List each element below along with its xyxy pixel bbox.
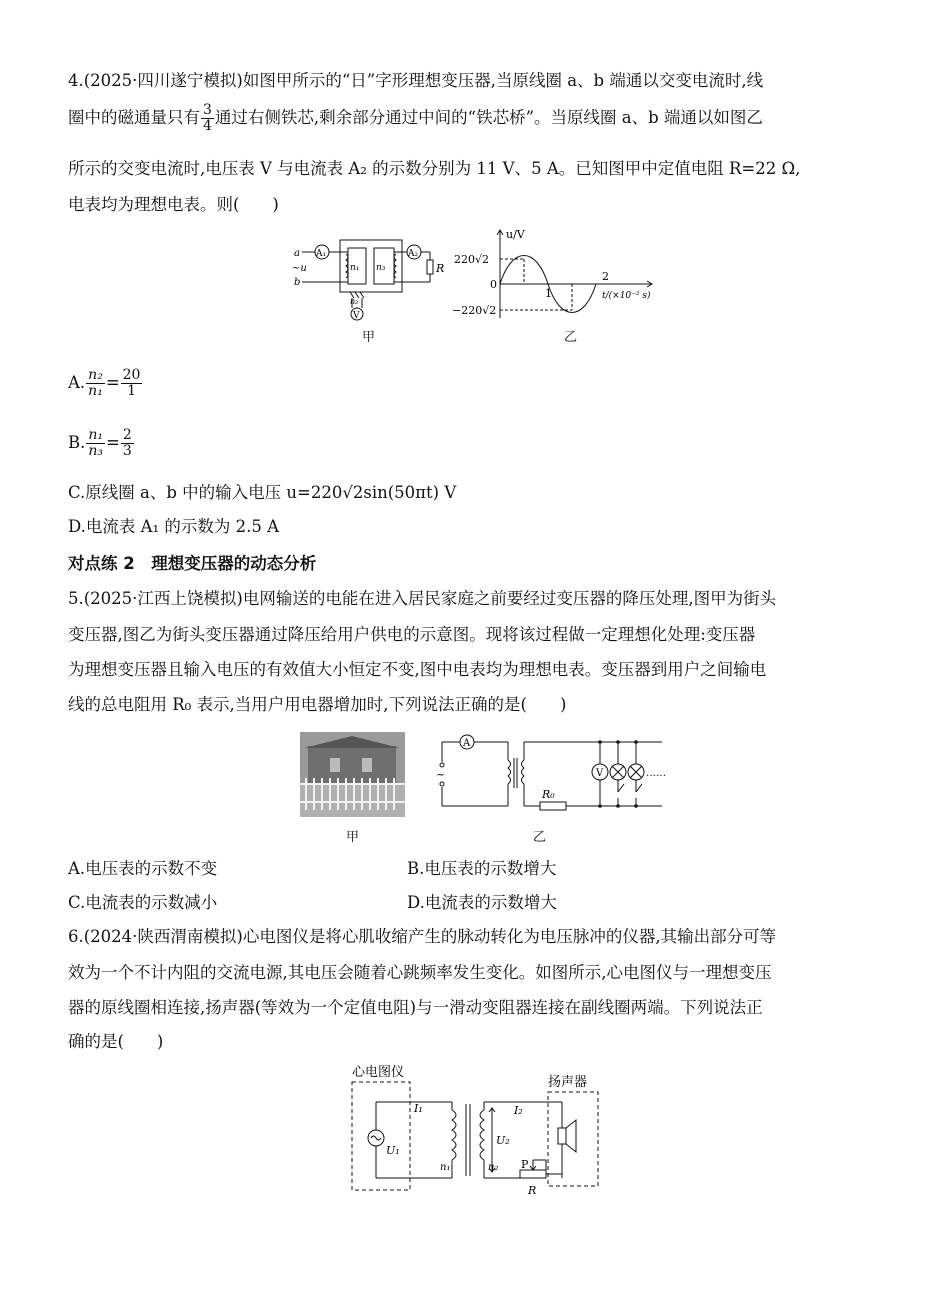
label-n2: n₂ [350,297,359,306]
q4-option-c: C.原线圈 a、b 中的输入电压 u=220√2sin(50πt) V [68,483,457,502]
n1-label: n₁ [440,1162,451,1173]
q4-line1: 4.(2025·四川遂宁模拟)如图甲所示的“日”字形理想变压器,当原线圈 a、b 端通以交变电流时,线 [68,71,764,90]
q4-option-d: D.电流表 A₁ 的示数为 2.5 A [68,517,280,536]
label-u: ~u [292,263,307,274]
n2-label: n₂ [488,1162,499,1173]
label-V: V [353,311,360,321]
q4-fraction: $\frac{3}{4}$ [203,102,212,134]
label-a: a [294,248,300,259]
q5-line4: 线的总电阻用 R₀ 表示,当用户用电器增加时,下列说法正确的是( ) [68,695,567,714]
label-b: b [294,277,301,288]
q6-line4: 确的是( ) [68,1032,164,1051]
label-n1: n₁ [350,263,360,273]
q5-caption-yi: 乙 [533,830,547,845]
q5-line3: 为理想变压器且输入电压的有效值大小恒定不变,图中电表均为理想电表。变压器到用户之间输电 [68,660,767,679]
q6-figure-circuit [340,1060,605,1200]
q5-line2: 变压器,图乙为街头变压器通过降压给用户供电的示意图。现将该过程做一定理想化处理:变压器 [68,625,756,644]
i2-label: I₂ [514,1104,523,1117]
tick-2: 2 [602,270,609,283]
u-axis-label: u/V [506,228,525,241]
q5-option-d: D.电流表的示数增大 [407,893,557,912]
u1-label: U₁ [386,1144,400,1157]
t-axis-label: t/(×10⁻² s) [602,291,651,301]
q4-caption-jia: 甲 [362,330,376,345]
voltmeter-label: V [596,768,604,779]
speaker-label: 扬声器 [548,1075,588,1090]
r-label: R [528,1184,537,1197]
section-heading: 对点练 2 理想变压器的动态分析 [68,554,317,573]
q4-line2-post: 通过右侧铁芯,剩余部分通过中间的“铁芯桥”。当原线圈 a、b 端通以如图乙 [214,108,763,127]
ac-source-label: ~ [436,768,446,781]
q4-line2 [68,103,763,134]
q5-caption-jia: 甲 [346,830,360,845]
label-R: R [436,262,445,275]
q4-line2-pre: 圈中的磁通量只有 [68,108,200,127]
tick-1: 1 [545,287,552,300]
label-A2: A₂ [408,249,419,259]
i1-label: I₁ [414,1102,423,1115]
ammeter-label: A [463,738,471,749]
q4-figure-waveform [452,226,662,324]
q5-option-c: C.电流表的示数减小 [68,893,218,912]
peak-positive: 220√2 [454,253,490,266]
q5-line1: 5.(2025·江西上饶模拟)电网输送的电能在进入居民家庭之前要经过变压器的降压处理,图甲为街头 [68,589,777,608]
q4-caption-yi: 乙 [564,330,578,345]
q4-line4: 电表均为理想电表。则( ) [68,195,279,214]
u2-label: U₂ [496,1134,510,1147]
q4-line3: 所示的交变电流时,电压表 V 与电流表 A₂ 的示数分别为 11 V、5 A。已知图甲中定值电阻 R=22 Ω, [68,159,801,178]
ecg-label: 心电图仪 [352,1065,405,1080]
peak-negative: −220√2 [452,304,497,317]
q5-option-a: A.电压表的示数不变 [68,859,218,878]
r0-label: R₀ [542,788,555,801]
q5-option-b: B.电压表的示数增大 [407,859,557,878]
q5-photo-transformer-house [300,732,405,817]
p-label: P [521,1158,529,1171]
label-n3: n₃ [376,263,386,273]
q4-option-b: B. $\frac{\text{n₁}}{\text{n₃}}$ = $\frac{2}{3}$ [68,427,132,459]
q4-option-a: A. $\frac{\text{n₂}}{\text{n₁}}$ = $\frac{20}{1}$ [68,367,141,399]
ellipsis-label: …… [646,768,666,779]
q4-figure-transformer [290,232,450,324]
q6-line1: 6.(2024·陕西渭南模拟)心电图仪是将心肌收缩产生的脉动转化为电压脉冲的仪器,其输出部分可等 [68,927,777,946]
q6-line2: 效为一个不计内阻的交流电源,其电压会随着心跳频率发生变化。如图所示,心电图仪与一理想变压 [68,963,772,982]
q6-line3: 器的原线圈相连接,扬声器(等效为一个定值电阻)与一滑动变阻器连接在副线圈两端。下列说法正 [68,998,763,1017]
label-A1: A₁ [316,249,327,259]
q5-figure-circuit [432,732,666,822]
tick-zero: 0 [490,278,497,291]
